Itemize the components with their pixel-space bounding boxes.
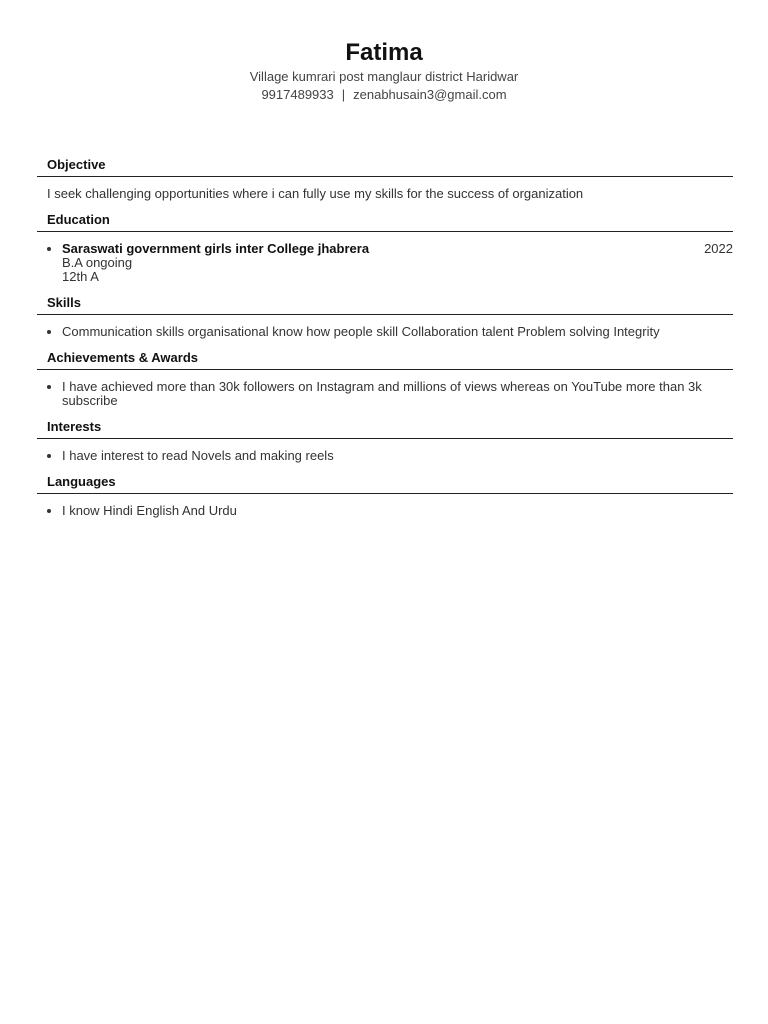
contact-line xyxy=(0,86,768,104)
contact-separator: | xyxy=(341,87,346,102)
education-degree: B.A ongoing xyxy=(62,255,133,270)
skills-heading: Skills xyxy=(37,294,733,315)
school-name: • Saraswati government girls inter College jhabrera xyxy=(62,241,370,256)
interests-item: • I have interest to read Novels and making reels xyxy=(62,449,733,463)
interests-heading: Interests xyxy=(37,418,733,439)
skills-section xyxy=(37,294,733,349)
objective-section xyxy=(37,156,733,211)
education-heading: Education xyxy=(37,211,733,232)
interests-section xyxy=(37,418,733,473)
achievements-section xyxy=(37,349,733,418)
languages-item: • I know Hindi English And Urdu xyxy=(62,504,733,518)
phone-number: 9917489933 xyxy=(261,87,334,102)
candidate-name: Fatima xyxy=(345,39,423,66)
education-year: 2022 xyxy=(704,241,733,256)
education-item xyxy=(62,242,733,284)
education-list xyxy=(37,242,733,284)
languages-list xyxy=(37,504,733,518)
education-section xyxy=(37,211,733,294)
objective-text: I seek challenging opportunities where i can fully use my skills for the success of organization xyxy=(47,186,584,201)
achievements-list xyxy=(37,380,733,408)
resume-body xyxy=(37,156,733,528)
candidate-address: Village kumrari post manglaur district Haridwar xyxy=(249,69,519,84)
achievements-heading: Achievements & Awards xyxy=(37,349,733,370)
objective-heading: Objective xyxy=(37,156,733,177)
languages-section xyxy=(37,473,733,528)
email-address: zenabhusain3@gmail.com xyxy=(353,87,507,102)
skills-item: • Communication skills organisational know how people skill Collaboration talent Problem solving Integrity xyxy=(62,325,733,339)
achievements-item: • I have achieved more than 30k followers on Instagram and millions of views whereas on YouTube more than 3k subscribe xyxy=(62,380,733,408)
languages-heading: Languages xyxy=(37,473,733,494)
resume-header xyxy=(0,38,768,104)
interests-list xyxy=(37,449,733,463)
education-grade: 12th A xyxy=(62,269,99,284)
skills-list xyxy=(37,325,733,339)
